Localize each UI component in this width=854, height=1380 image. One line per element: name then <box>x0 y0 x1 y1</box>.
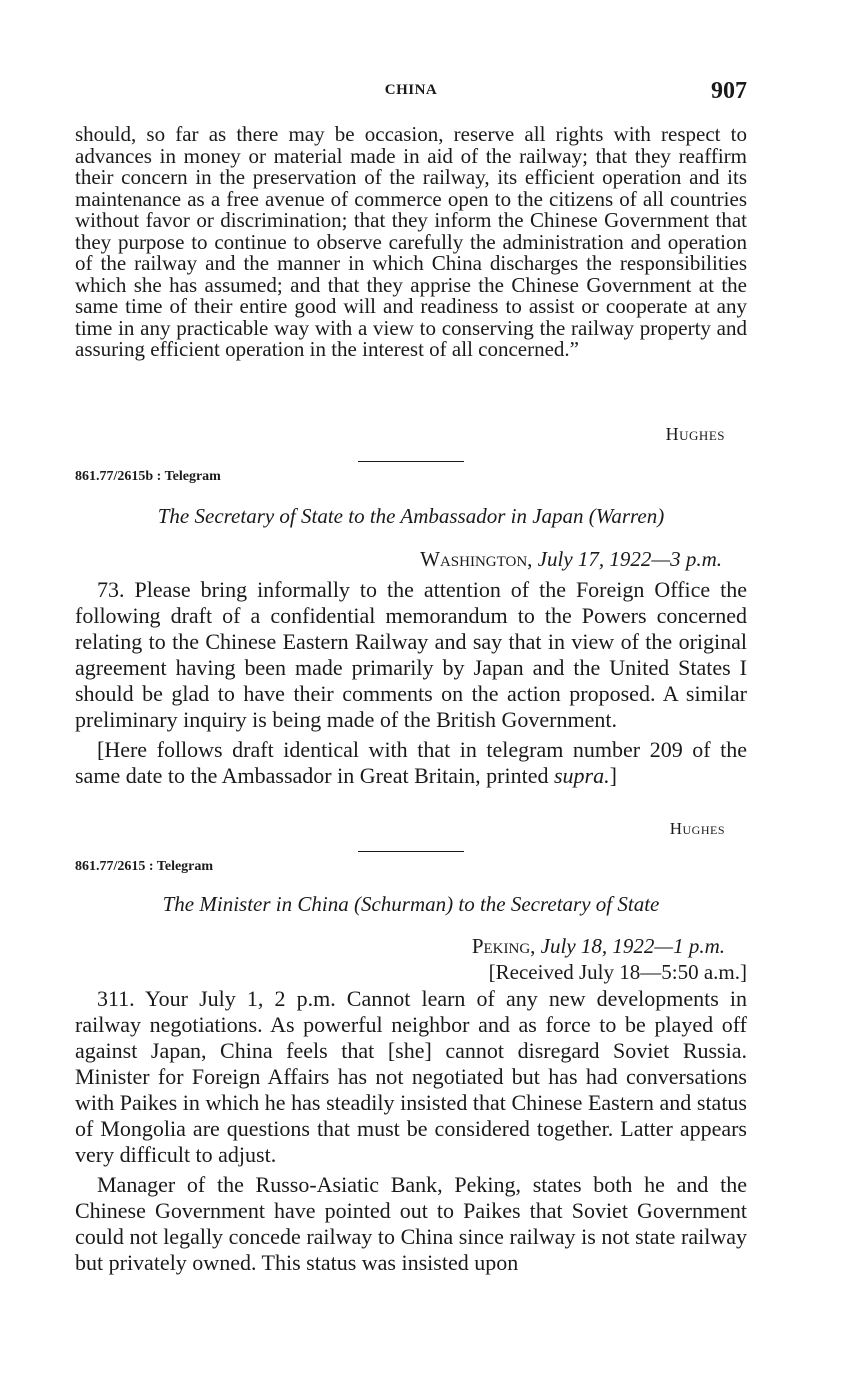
doc-2-body <box>75 986 747 1276</box>
running-title: CHINA <box>384 82 438 98</box>
dateline-2 <box>472 934 725 959</box>
section-divider-1 <box>358 461 464 462</box>
doc-2-paragraph-2: Manager of the Russo-Asiatic Bank, Peking, states both he and the Chinese Government have pointed out to Paikes that Soviet Government could not legally concede railway to China since railway is not state railway but privately owned. This status was insisted upon <box>75 1172 747 1275</box>
dateline-date-1: July 17, 1922—3 p.m. <box>537 547 722 571</box>
continued-paragraph: should, so far as there may be occasion, reserve all rights with respect to advances in money or material made in aid of the railway; that they reaffirm their concern in the preservation of the railway, its efficient operation and its maintenance as a free avenue of commerce open to the citizens of all countries without favor or discrimination; that they inform the Chinese Government that they purpose to continue to observe carefully the administration and operation of the railway and the manner in which China discharges the responsibilities which she has assumed; and that they apprise the Chinese Government at the same time of their entire good will and readiness to assist or cooperate at any time in any practicable way with a view to conserving the railway property and assuring efficient operation in the interest of all concerned.” <box>75 122 747 361</box>
section-divider-2 <box>358 851 464 852</box>
doc-1-paragraph-2-bracket: ] <box>609 763 617 788</box>
page-number: 907 <box>711 78 747 104</box>
document-title-1: The Secretary of State to the Ambassador in Japan (Warren) <box>157 504 665 528</box>
file-reference-2: 861.77/2615 : Telegram <box>75 859 214 874</box>
doc-1-paragraph-2-supra: supra. <box>553 763 610 788</box>
signature-hughes-2: Hughes <box>669 819 725 838</box>
doc-1-paragraph-1: 73. Please bring informally to the attention of the Foreign Office the following draft of a confidential memorandum to the Powers concerned relating to the Chinese Eastern Railway and say that in view of the original agreement having been made primarily by Japan and the United States I should be glad to have their comments on the action proposed. A similar preliminary inquiry is being made of the British Government. <box>75 577 747 732</box>
doc-1-paragraph-2-text: [Here follows draft identical with that in telegram number 209 of the same date to the Ambassador in Great Britain, printed <box>75 737 747 788</box>
file-reference-1: 861.77/2615b : Telegram <box>75 469 221 484</box>
signature-hughes-1: Hughes <box>665 424 725 444</box>
dateline-place-2: Peking, <box>471 934 536 958</box>
continued-text <box>75 124 747 361</box>
dateline-date-2: July 18, 1922—1 p.m. <box>540 934 725 958</box>
doc-2-paragraph-1: 311. Your July 1, 2 p.m. Cannot learn of any new developments in railway negotiations. As powerful neighbor and as force to be played off against Japan, China feels that [she] cannot disregard Soviet Russia. Minister for Foreign Affairs has not negotiated but has had conversations with Paikes in which he has steadily insisted that Chinese Eastern and status of Mongolia are questions that must be considered together. Latter appears very difficult to adjust. <box>75 986 747 1167</box>
doc-1-body <box>75 577 747 789</box>
received-line: [Received July 18—5:50 a.m.] <box>488 960 747 984</box>
doc-1-paragraph-2 <box>75 737 747 789</box>
document-title-2: The Minister in China (Schurman) to the Secretary of State <box>162 892 660 916</box>
running-header <box>75 78 747 108</box>
dateline-place-1: Washington, <box>420 547 533 571</box>
dateline-1 <box>420 547 722 572</box>
